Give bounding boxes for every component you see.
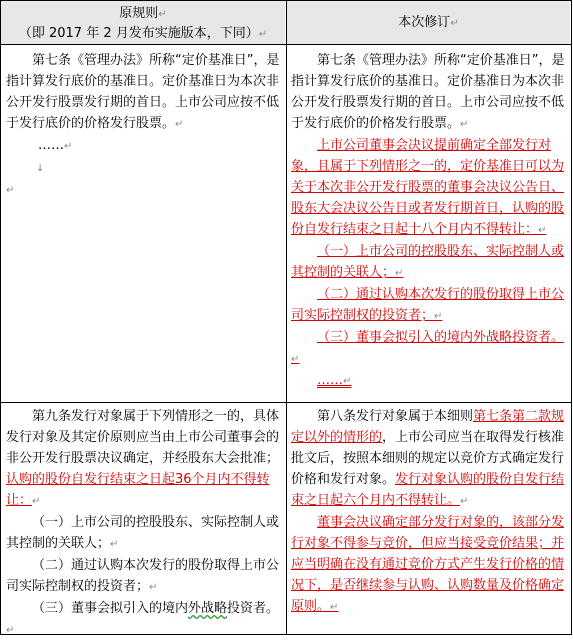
row1-left-arrow: ↓ (36, 163, 45, 174)
border-right (571, 0, 572, 635)
row1-right-item2: （二）通过认购本次发行的股份取得上市公司实际控制权的投资者；↵ (291, 287, 565, 323)
row2-right-article8: 第八条发行对象属于本细则第七条第二款规定以外的情形的，上市公司应当在取得发行核准批文后，按照本细则的规定以竞价方式确定发行价格和发行对象。发行对象认购的股份自发行结束之日起六个月内不得转让。↵ (291, 409, 565, 508)
row1-left-cell (6, 50, 282, 201)
header-left-title: 原规则↵ (119, 6, 167, 21)
row1-right-item1: （一）上市公司的控股股东、实际控制人或其控制的关联人；↵ (291, 244, 565, 280)
row2-right-cell (291, 406, 567, 618)
row2-right-new-clause: 董事会决议确定部分发行对象的，该部分发行对象不得参与竞价，但应当接受竞价结果；并应当明确在没有通过竞价方式产生发行价格的情况下，是否继续参与认购、认购数量及价格确定原则。↵ (291, 515, 565, 614)
row1-left-empty: ↵ (6, 185, 15, 196)
row1-left-article7: 第七条《管理办法》所称“定价基准日”，是指计算发行底价的基准日。定价基准日为本次非公开发行股票发行期的首日。上市公司应按不低于发行底价的价格发行股票。↵ (6, 53, 280, 131)
row2-left-item1: （一）上市公司的控股股东、实际控制人或其控制的关联人；↵ (6, 515, 280, 551)
header-right: 本次修订↵ (398, 15, 459, 30)
border-middle (286, 0, 287, 635)
header-left (1, 4, 285, 44)
row1-right-item3: （三）董事会拟引入的境内外战略投资者。↵ (291, 330, 565, 365)
row1-right-article7: 第七条《管理办法》所称“定价基准日”，是指计算发行底价的基准日。定价基准日为本次非公开发行股票发行期的首日。上市公司应按不低于发行底价的价格发行股票。↵ (291, 53, 565, 131)
header-right-title: 本次修订 (398, 15, 451, 30)
row2-left-cell (6, 406, 282, 641)
row1-right-ellipsis: ……↵ (317, 373, 352, 388)
row1-left-ellipsis: ……↵ (38, 138, 73, 153)
row1-right-cell (291, 50, 567, 392)
border-left (0, 0, 1, 635)
row2-left-item2: （二）通过认购本次发行的股份取得上市公司实际控制权的投资者；↵ (6, 558, 280, 594)
row2-left-item3: （三）董事会拟引入的境内外战略投资者。↵ (6, 601, 280, 636)
row2-left-article9: 第九条发行对象属于下列情形之一的，具体发行对象及其定价原则应当由上市公司董事会的非公开发行股票决议确定，并经股东大会批准；认购的股份自发行结束之日起36个月内不得转让：↵ (6, 409, 280, 508)
row1-right-new-clause: 上市公司董事会决议提前确定全部发行对象，且属于下列情形之一的，定价基准日可以为关于本次非公开发行股票的董事会决议公告日、股东大会决议公告日或者发行期首日，认购的股份自发行结束之日起十八个月内不得转让：↵ (291, 138, 565, 237)
row2-left-lockup-text: 认购的股份自发行结束之日起36个月内不得转让： (6, 472, 270, 508)
header-left-subtitle: （即 2017 年 2 月发布实施版本，下同）↵ (18, 26, 268, 41)
